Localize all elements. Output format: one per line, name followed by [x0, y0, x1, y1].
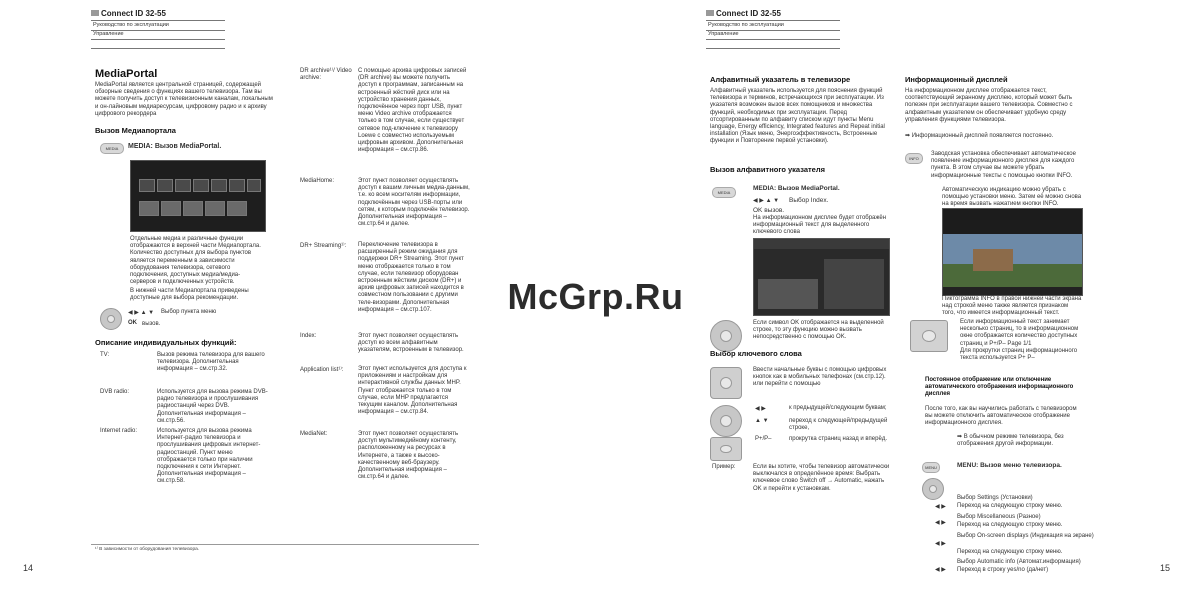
mediaportal-screenshot	[130, 160, 266, 232]
portal-tile	[229, 179, 245, 192]
info-scroll: Для прокрутки страниц информационного текста используется P+ P–	[960, 348, 1078, 362]
section-title: Алфавитный указатель в телевизоре	[710, 75, 851, 84]
section-title: Вызов Медиапортала	[95, 126, 176, 135]
remote-keys-icon	[910, 320, 948, 352]
media-button-icon: MEDIA	[100, 143, 124, 154]
ok-note: Если символ OK отображается на выделенной строке, то эту функцию можно вызвать непосредственно с помощью OK.	[753, 320, 884, 341]
header-title: Connect ID 32-55	[716, 9, 781, 18]
footnote-rule	[91, 544, 479, 545]
header-line2: Управление	[708, 31, 739, 37]
arrow-keys-icon: ◀ ▶ ▲ ▼	[128, 310, 155, 316]
function-name: MediaHome:	[300, 178, 335, 184]
example-text: Если вы хотите, чтобы телевизор автоматически выключался в определённое время: Выбрать ключевое слово Switch off → Automatic, нажать OK и перейти к установкам.	[753, 464, 890, 492]
nav-step-2: вызов.	[142, 321, 161, 327]
function-name: DR archive¹⁾/ Video archive:	[300, 68, 352, 82]
watermark: McGrp.Ru	[507, 276, 684, 317]
step-a: Выбор Settings (Установки)	[957, 495, 1033, 501]
portal-tile	[211, 179, 227, 192]
ok-key-icon: OK	[128, 320, 137, 326]
header-marker	[91, 10, 99, 16]
info-permanent: ➡ Информационный дисплей появляется постоянно.	[905, 133, 1054, 139]
index-description: Алфавитный указатель используется для пояснения функций телевизора и терминов, встречающихся при эксплуатации. Из указателя возможен вызов всех помощников и множества функций, необходимых при эксплуатации. Перед отсортированным по алфавиту списком идут пункты Menu language, Energy efficiency, Integrated features and Repeat initial installation (Язык меню, Энергоэффективность, Встроенные функции и Повторение первой установки).	[710, 88, 885, 145]
remote-navigation-icon	[710, 320, 742, 352]
function-name: Internet radio:	[100, 428, 138, 434]
section-title: Вызов алфавитного указателя	[710, 165, 825, 174]
portal-tile	[205, 201, 225, 216]
function-desc: Используется для вызова режима DVB-радио телевизора и прослушивания радиостанций через DVB. Дополнительная информация – см.стр.56.	[157, 389, 268, 424]
function-desc: Этот пункт позволяет осуществлять доступ к вашим личным медиа-данным, т.е. ко всем носителям информации, подключённым через USB-порты или сетям, к которым подключён телевизор. Дополнительная информация – см.стр.64 и далее.	[358, 178, 470, 228]
portal-tile	[161, 201, 181, 216]
step-b: Переход на следующую строку меню.	[957, 503, 1063, 509]
header-rule	[91, 39, 225, 40]
header-line1: Руководство по эксплуатации	[93, 22, 169, 28]
portal-tile	[227, 201, 247, 216]
portal-tile	[183, 201, 203, 216]
function-desc: Вызов режима телевизора для вашего телевизора. Дополнительная информация – см.стр.32.	[157, 352, 265, 373]
menu-step: MENU: Вызов меню телевизора.	[957, 462, 1062, 469]
page-number: 15	[1160, 563, 1171, 573]
footnote: ¹⁾ В зависимости от оборудования телевизора.	[95, 547, 200, 552]
index-screen-header	[754, 239, 889, 249]
media-step: MEDIA: Вызов MediaPortal.	[128, 143, 222, 150]
nav-step-1: Выбор пункта меню	[161, 309, 217, 315]
keyword-row-3: прокрутка страниц назад и вперёд.	[789, 436, 887, 442]
section-title: Постоянное отображение или отключение автоматического отображения информационного дисплея	[925, 377, 1074, 398]
index-step-3: OK вызов.	[753, 207, 785, 214]
function-name: DVB radio:	[100, 389, 130, 395]
left-right-arrows-icon: ◀ ▶	[755, 406, 766, 412]
step-b: Переход на следующую строку меню.	[957, 522, 1063, 528]
step-b: Переход в строку yes/no (да/нет)	[957, 567, 1049, 573]
header-rule	[706, 48, 840, 49]
header-title: Connect ID 32-55	[101, 9, 166, 18]
arrow-keys-icon: ◀ ▶	[935, 567, 946, 573]
header-rule	[91, 48, 225, 49]
header-rule	[706, 39, 840, 40]
arrow-keys-icon: ◀ ▶	[935, 520, 946, 526]
index-step-2: Выбор Index.	[789, 197, 829, 204]
up-down-arrows-icon: ▲ ▼	[755, 418, 769, 424]
keyword-row-1: к предыдущей/следующим буквам;	[789, 405, 887, 411]
function-name: MediaNet:	[300, 431, 328, 437]
example-label: Пример:	[712, 464, 736, 470]
function-desc: Этот пункт позволяет осуществлять доступ мультимедийному контенту, расположенному на ресурсах в Интернете, а также к высоко-качественному веб-браузеру. Дополнительная информация – см.стр.64 и далее.	[358, 431, 459, 481]
page-number: 14	[23, 563, 34, 573]
step-a: Выбор Miscellaneous (Разное)	[957, 514, 1041, 520]
page-title: MediaPortal	[95, 68, 158, 80]
header-line2: Управление	[93, 31, 124, 37]
portal-tile	[139, 201, 159, 216]
media-button-icon: MEDIA	[712, 187, 736, 198]
portal-tile	[247, 179, 261, 192]
portal-description-2: В нижней части Медиапортала приведены доступные для выбора рекомендации.	[130, 288, 249, 302]
portal-tile	[139, 179, 155, 192]
function-desc: Этот пункт используется для доступа к приложениям и настройкам для интерактивной службы данных MHP. Пункт отображается только в том случае, если MHP предлагается текущим каналом. Дополнительная информация – см.стр.84.	[358, 366, 467, 416]
info-factory: Заводская установка обеспечивает автоматическое появление информационного дисплея для каждого пункта. В этом случае вы можете убрать информационные тексты с помощью кнопки INFO.	[931, 151, 1076, 179]
step-a: Выбор On-screen displays (Индикация на экране)	[957, 533, 1094, 539]
perm-desc: После того, как вы научились работать с телевизором вы можете отключить автоматическое отображение информационного дисплея.	[925, 406, 1077, 427]
perm-bullet: ➡ В обычном режиме телевизора, без отображения другой информации.	[957, 434, 1064, 448]
info-pages: Если информационный текст занимает несколько страниц, то в информационном окне отображается количество доступных страниц и P+/P– Page 1/1	[960, 319, 1079, 347]
info-screen-text-box	[943, 209, 1082, 234]
portal-tile	[193, 179, 209, 192]
function-name: TV:	[100, 352, 110, 358]
function-name: Index:	[300, 333, 317, 339]
info-button-icon: INFO	[905, 153, 923, 164]
intro-text: MediaPortal является центральной страницей, содержащей обзорные сведения о функциях вашего телевизора. Там вы можете получить доступ к телевизионным каналам, локальным и он-лайновым медиаресурсам, цифровому радио и к архиву цифрового рекордера	[95, 82, 273, 117]
menu-button-icon: MENU	[922, 462, 940, 473]
remote-navigation-icon	[922, 478, 944, 500]
section-title: Информационный дисплей	[905, 75, 1008, 84]
header-marker	[706, 10, 714, 16]
header-line1: Руководство по эксплуатации	[708, 22, 784, 28]
arrow-keys-icon: ◀ ▶ ▲ ▼	[753, 198, 780, 204]
index-step-4: На информационном дисплее будет отображён информационный текст для выделенного ключевого слова	[753, 215, 887, 236]
info-picto: Пиктограмма INFO в правой нижней части экрана над строкой меню также является признаком того, что имеется информационный текст.	[942, 296, 1082, 317]
step-b: Переход на следующую строку меню.	[957, 549, 1063, 555]
page-keys-label: P+/P–	[755, 436, 772, 442]
function-desc: Переключение телевизора в расширенный режим ожидания для поддержки DR+ Streaming. Этот пункт меню отображается только в том случае, если телевизор оборудован встроенным жёстким диском (DR+) и архив цифровых записей находится в совместном пользовании с другими теле-визорами. Дополнительная информация – см.стр.107.	[358, 242, 464, 313]
index-step-1: MEDIA: Вызов MediaPortal.	[753, 185, 840, 192]
function-name: DR+ Streaming¹⁾:	[300, 243, 347, 249]
info-screen-building	[973, 249, 1013, 271]
portal-description: Отдельные медиа и различные функции отображаются в верхней части Медиапортала. Количество доступных для выбора пунктов является переменным в зависимости оборудования телевизора, сетевого подключения, доступных медиа/медиа-серверов и подключенных устройств.	[130, 236, 261, 286]
keyword-desc: Ввести начальные буквы с помощью цифровых кнопок как в мобильных телефонах (см.стр.12). или перейти с помощью	[753, 367, 887, 388]
info-auto: Автоматическую индикацию можно убрать с помощью установки меню. Затем её можно снова на время вызвать нажатием кнопки INFO.	[942, 187, 1082, 208]
section-title: Описание индивидуальных функций:	[95, 338, 237, 347]
keyword-row-2: переход к следующей/предыдущей строке,	[789, 418, 888, 432]
numeric-keypad-icon	[710, 367, 742, 399]
step-a: Выбор Automatic info (Автомат.информация)	[957, 559, 1081, 565]
function-name: Application list¹⁾:	[300, 367, 344, 373]
header-rule	[91, 20, 225, 21]
portal-tile	[157, 179, 173, 192]
remote-navigation-icon	[710, 405, 742, 437]
info-description: На информационном дисплее отображается текст, соответствующий экранному дисплею, который может быть полезен при эксплуатации вашего телевизора. Совместно с алфавитным указателем он обеспечивает удобную среду управления функциями телевизора.	[905, 88, 1073, 123]
function-desc: Этот пункт позволяет осуществлять доступ ко всем алфавитным указателям, встроенным в телевизор.	[358, 333, 464, 354]
arrow-keys-icon: ◀ ▶	[935, 504, 946, 510]
portal-tile	[175, 179, 191, 192]
function-desc: Используется для вызова режима Интернет-радио телевизора и прослушивания цифровых интернет-радиостанций. Пункт меню отображается только при наличии подключения к сети Интернет. Дополнительная информация – см.стр.58.	[157, 428, 261, 485]
page-keys-icon	[710, 437, 742, 461]
section-title: Выбор ключевого слова	[710, 349, 802, 358]
arrow-keys-icon: ◀ ▶	[935, 541, 946, 547]
function-desc: С помощью архива цифровых записей (DR archive) вы можете получить доступ к программам, записанным на встроенный жёсткий диск или на устройство хранения данных, подключённое через порт USB, пункт меню Video archive отображается только в том случае, если существует сетевое под-ключение к телевизору Loewe с совместно используемым цифровым архивом. Дополнительная информация – см.стр.86.	[358, 68, 467, 154]
header-rule	[706, 20, 840, 21]
